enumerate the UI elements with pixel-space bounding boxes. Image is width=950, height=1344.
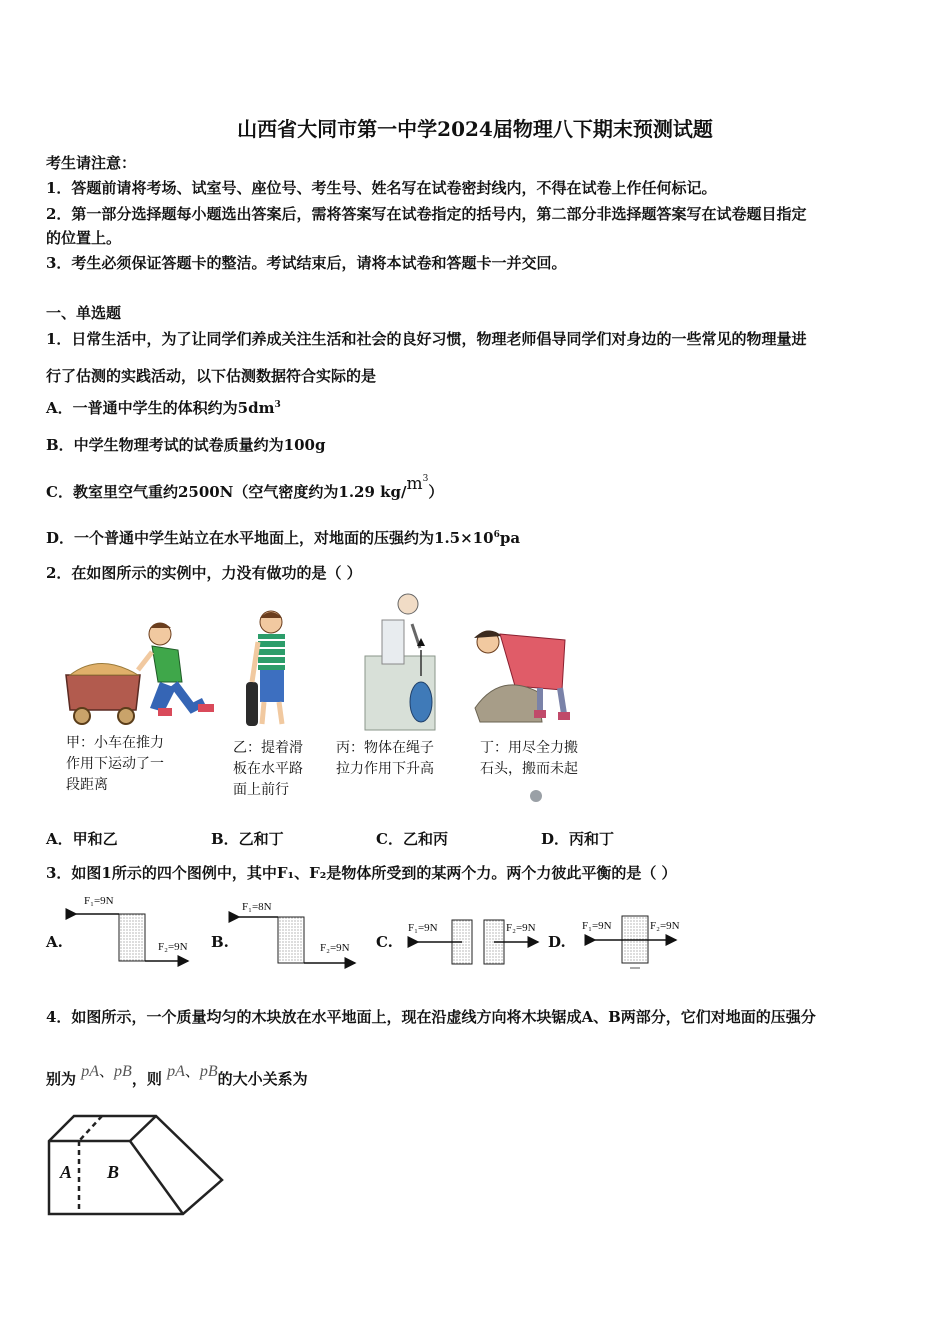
q3-diagram-a — [76, 914, 188, 961]
q3-diagram-b — [239, 917, 355, 963]
q3-c-f1: F₁=9N — [408, 922, 438, 934]
section-heading: 一、单选题 — [46, 304, 122, 322]
q3-b-f1: F₁=8N — [242, 901, 272, 913]
q4-block-figure — [46, 1108, 231, 1223]
q2-option-a: A．甲和乙 — [46, 830, 118, 848]
q2-caption-ding: 丁：用尽全力搬 石头，搬而未起 — [480, 740, 578, 777]
q3-a-f2: F₂=9N — [158, 941, 188, 953]
q3-a-f1: F₁=9N — [84, 895, 114, 907]
q2-stem: 2．在如图所示的实例中，力没有做功的是（ ） — [46, 564, 362, 582]
q3-option-b: B. — [211, 933, 229, 951]
stone-lift-illustration — [474, 630, 570, 722]
notice-item-2-cont: 的位置上。 — [46, 229, 122, 247]
q3-c-f2: F₂=9N — [506, 922, 536, 934]
q3-option-d: D. — [548, 933, 566, 951]
rope-lift-illustration — [365, 594, 435, 730]
q1-stem-line2: 行了估测的实践活动，以下估测数据符合实际的是 — [46, 367, 377, 385]
page-title: 山西省大同市第一中学2024届物理八下期末预测试题 — [237, 117, 713, 141]
decorative-dot — [530, 790, 542, 802]
q3-b-f2: F₂=9N — [320, 942, 350, 954]
notice-item-2: 2．第一部分选择题每小题选出答案后，需将答案写在试卷指定的括号内，第二部分非选择题答案写在试卷题目指定 — [46, 205, 807, 223]
q2-option-c: C．乙和丙 — [376, 830, 448, 848]
q4-stem-line1: 4．如图所示，一个质量均匀的木块放在水平地面上，现在沿虚线方向将木块锯成A、B两部分，它们对地面的压强分 — [46, 1008, 816, 1026]
q2-caption-yi: 乙：提着滑 板在水平路 面上前行 — [233, 740, 303, 798]
q3-option-c: C. — [376, 933, 393, 951]
notice-heading: 考生请注意： — [46, 154, 137, 172]
q4-stem-line2: 别为 pA、pB，则 pA、pB的大小关系为 — [46, 1062, 308, 1088]
notice-item-3: 3．考生必须保证答题卡的整洁。考试结束后，请将本试卷和答题卡一并交回。 — [46, 254, 567, 272]
q3-option-a: A. — [46, 933, 63, 951]
q1-option-b: B．中学生物理考试的试卷质量约为100g — [46, 436, 326, 454]
q3-stem: 3．如图1所示的四个图例中，其中F₁、F₂是物体所受到的某两个力。两个力彼此平衡的是（ ） — [46, 864, 677, 882]
boy-skateboard-illustration — [246, 611, 285, 726]
q1-option-a: A．一普通中学生的体积约为$5dm^3$ — [46, 399, 281, 417]
q2-option-d: D．丙和丁 — [541, 830, 615, 848]
q2-option-b: B．乙和丁 — [211, 830, 284, 848]
q1-option-c: C．教室里空气重约2500N（空气密度约为1.29 $kg/m^3$） — [46, 474, 444, 501]
block-label-b: B — [107, 1162, 120, 1182]
q1-option-d: D．一个普通中学生站立在水平地面上，对地面的压强约为$1.5\times 10^6pa$ — [46, 529, 521, 547]
q3-d-f2: F₂=9N — [650, 920, 680, 932]
q2-caption-bing: 丙：物体在绳子 拉力作用下升高 — [336, 740, 434, 777]
q1-stem-line1: 1．日常生活中，为了让同学们养成关注生活和社会的良好习惯，物理老师倡导同学们对身边的一些常见的物理量进 — [46, 330, 807, 348]
notice-item-1: 1．答题前请将考场、试室号、座位号、考生号、姓名写在试卷密封线内，不得在试卷上作任何标记。 — [46, 179, 717, 197]
q3-d-f1: F₁=9N — [582, 920, 612, 932]
cart-illustration — [66, 623, 214, 724]
block-label-a: A — [60, 1162, 73, 1182]
q2-caption-jia: 甲：小车在推力 作用下运动了一 段距离 — [66, 735, 164, 793]
